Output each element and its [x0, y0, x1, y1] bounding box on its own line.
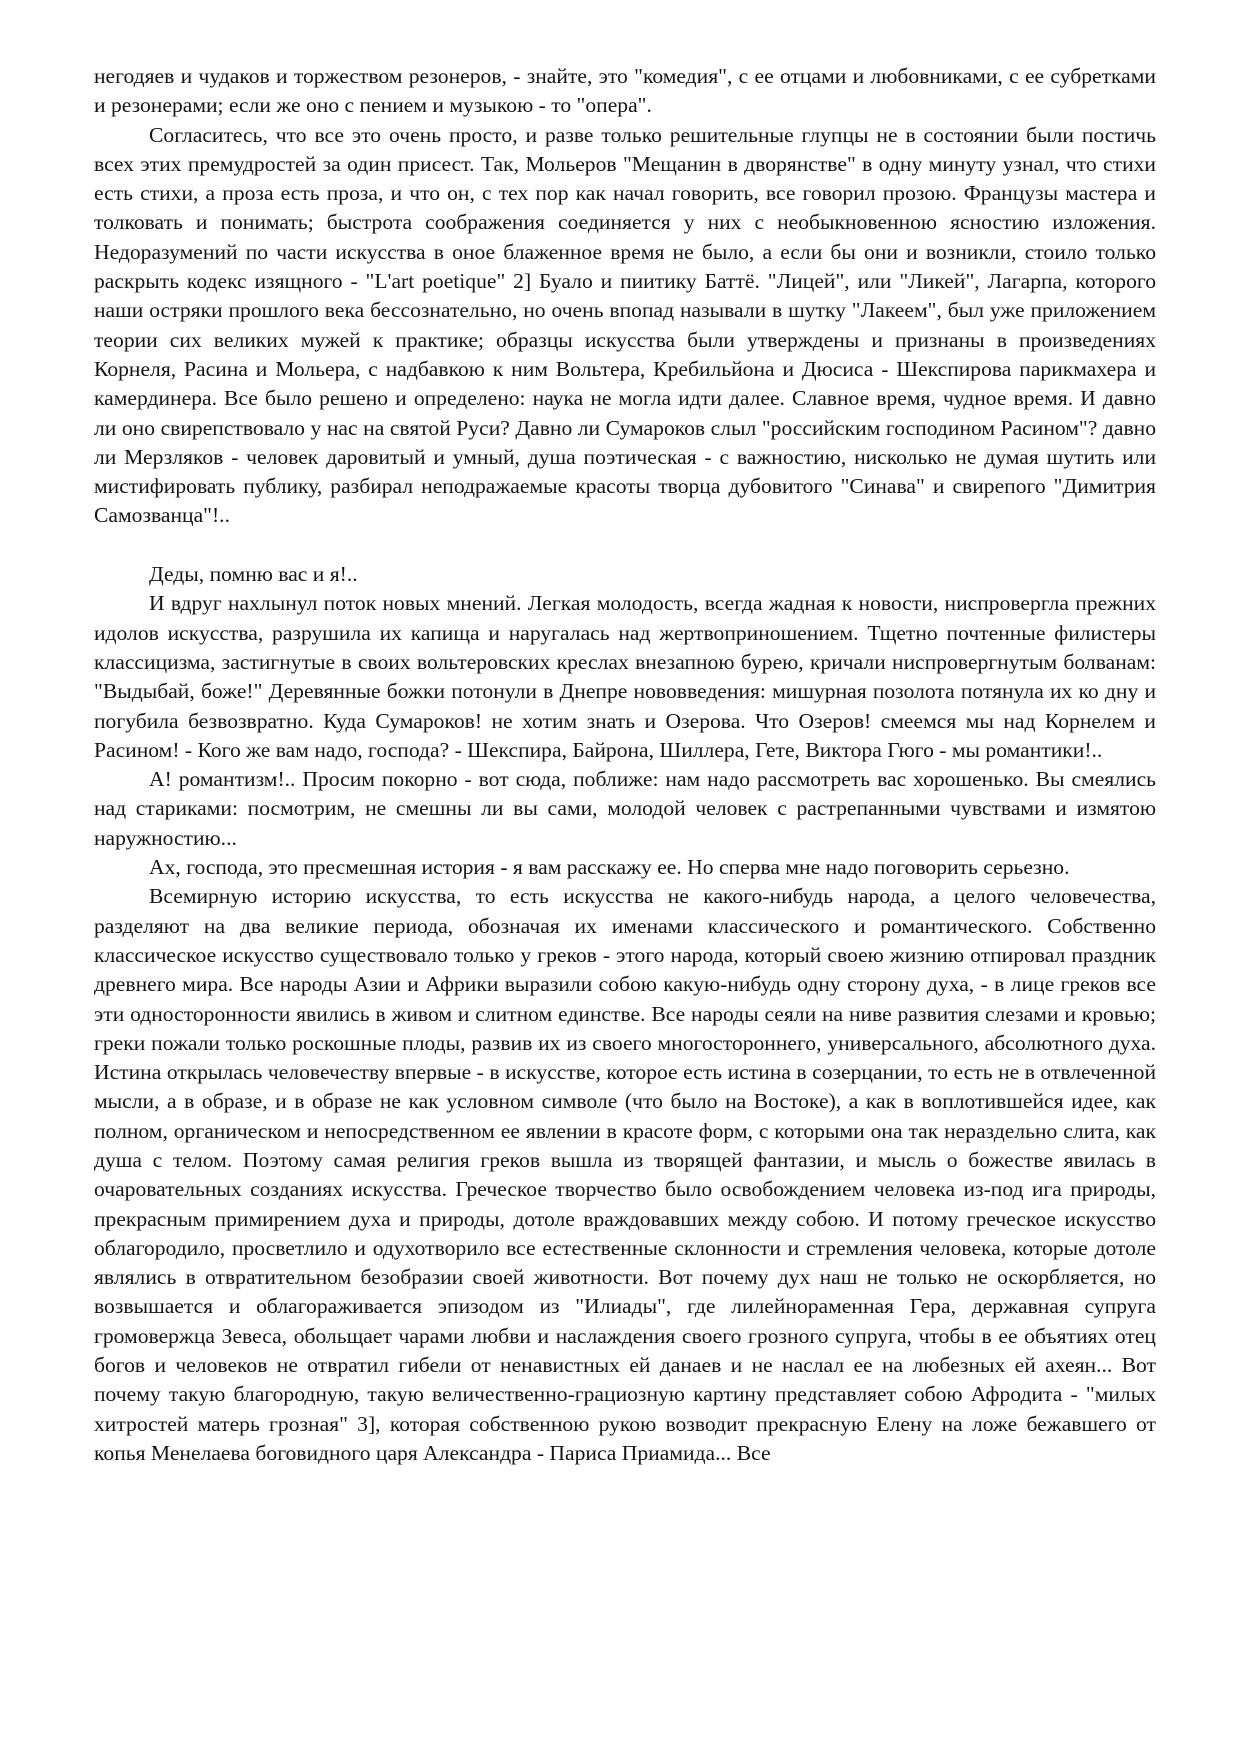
paragraph-new-opinions: И вдруг нахлынул поток новых мнений. Легкая молодость, всегда жадная к новости, ниспровергла прежних идолов искусства, разрушила их капища и наругалась над жертвоприношением. Тщетно почтенные филистеры классицизма, застигнутые в своих вольтеровских креслах внезапною бурею, кричали ниспровергнутым болванам: "Выдыбай, боже!" Деревянные божки потонули в Днепре нововведения: мишурная позолота потянула их ко дну и погубила безвозвратно. Куда Сумароков! не хотим знать и Озерова. Что Озеров! смеемся мы над Корнелем и Расином! - Кого же вам надо, господа? - Шекспира, Байрона, Шиллера, Гете, Виктора Гюго - мы романтики!..: [94, 591, 1156, 762]
paragraph-classicism: Согласитесь, что все это очень просто, и разве только решительные глупцы не в состоянии были постичь всех этих премудростей за один присест. Так, Мольеров "Мещанин в дворянстве" в одну минуту узнал, что стихи есть стихи, а проза есть проза, и что он, с тех пор как начал говорить, все говорил прозою. Французы мастера и толковать и понимать; быстрота соображения соединяется у них с необыкновенною ясностию изложения. Недоразумений по части искусства в оное блаженное время не было, а если бы они и возникли, стоило только раскрыть кодекс изящного - "L'art poetique" 2] Буало и пиитику Баттё. "Лицей", или "Ликей", Лагарпа, которого наши остряки прошлого века бессознательно, но очень впопад называли в шутку "Лакеем", был уже приложением теории сих великих мужей к практике; образцы искусства были утверждены и признаны в произведениях Корнеля, Расина и Мольера, с надбавкою к ним Вольтера, Кребильйона и Дюсиса - Шекспирова парикмахера и камердинера. Все было решено и определено: наука не могла идти далее. Славное время, чудное время. И давно ли оно свирепствовало у нас на святой Руси? Давно ли Сумароков слыл "российским господином Расином"? давно ли Мерзляков - человек даровитый и умный, душа поэтическая - с важностию, нисколько не думая шутить или мистифировать публику, разбирал неподражаемые красоты творца дубовитого "Синава" и свирепого "Димитрия Самозванца"!..: [94, 122, 1156, 528]
paragraph-continuation: негодяев и чудаков и торжеством резонеров, - знайте, это "комедия", с ее отцами и любовниками, с ее субретками и резонерами; если же оно с пением и музыкою - то "опера".: [94, 64, 1156, 118]
paragraph-romanticism: А! романтизм!.. Просим покорно - вот сюда, поближе: нам надо рассмотреть вас хорошенько. Вы смеялись над стариками: посмотрим, не смешны ли вы сами, молодой человек с растрепанными чувствами и измятою наружностию...: [94, 767, 1156, 850]
paragraph-funny-story: Ах, господа, это пресмешная история - я вам расскажу ее. Но сперва мне надо поговорить серьезно.: [149, 855, 1070, 880]
document-page: [94, 62, 1156, 1468]
paragraph-world-history-of-art: Всемирную историю искусства, то есть искусства не какого-нибудь народа, а целого человечества, разделяют на два великие периода, обозначая их именами классического и романтического. Собственно классическое искусство существовало только у греков - этого народа, который своею жизнию отпировал праздник древнего мира. Все народы Азии и Африки выразили собою какую-нибудь одну сторону духа, - в лице греков все эти односторонности явились в живом и слитном единстве. Все народы сеяли на ниве развития слезами и кровью; греки пожали только роскошные плоды, развив их из своего многостороннего, универсального, абсолютного духа. Истина открылась человечеству впервые - в искусстве, которое есть истина в созерцании, то есть не в отвлеченной мысли, а в образе, и в образе не как условном символе (что было на Востоке), а как в воплотившейся идее, как полном, органическом и непосредственном ее явлении в красоте форм, с которыми она так нераздельно слита, как душа с телом. Поэтому самая религия греков вышла из творящей фантазии, и мысль о божестве явилась в очаровательных созданиях искусства. Греческое творчество было освобождением человека из-под ига природы, прекрасным примирением духа и природы, дотоле враждовавших между собою. И потому греческое искусство облагородило, просветлило и одухотворило все естественные склонности и стремления человека, которые дотоле являлись в отвратительном безобразии своей животности. Вот почему дух наш не только не оскорбляется, но возвышается и облагораживается эпизодом из "Илиады", где лилейнораменная Гера, державная супруга громовержца Зевеса, обольщает чарами любви и наслаждения своего грозного супруга, чтобы в ее объятиях отец богов и человеков не отвратил гибели от ненавистных ей данаев и не наслал ее на любезных ей ахеян... Вот почему такую благородную, такую величественно-грациозную картину представляет собою Афродита - "милых хитростей матерь грозная" 3], которая собственною рукою возводит прекрасную Елену на ложе бежавшего от копья Менелаева боговидного царя Александра - Париса Приамида... Все: [94, 884, 1156, 1465]
paragraph-epigraph: Деды, помню вас и я!..: [149, 562, 358, 587]
